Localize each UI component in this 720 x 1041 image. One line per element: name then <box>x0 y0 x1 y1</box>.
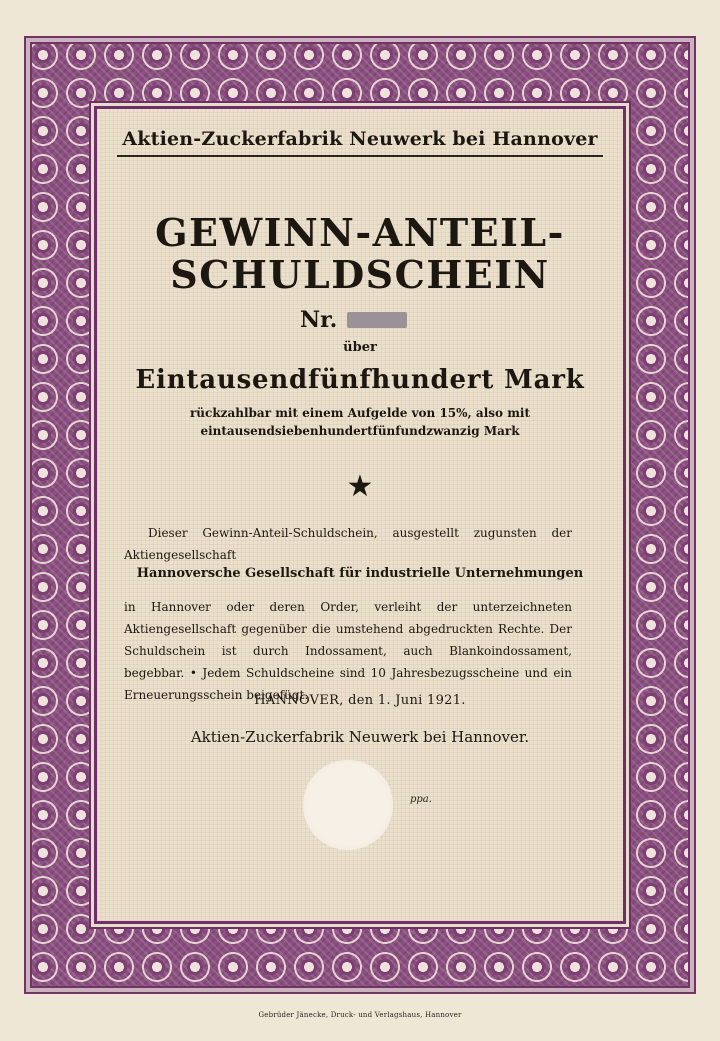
ppa-label: ppa. <box>410 794 432 805</box>
ueber-label: über <box>343 340 377 355</box>
title-line-1: GEWINN-ANTEIL- <box>155 210 565 255</box>
beneficiary-name: Hannoversche Gesellschaft für industrielle Unternehmungen <box>136 566 584 581</box>
printer-imprint: Gebrüder Jänecke, Druck- und Verlagshaus, Hannover <box>258 1011 462 1019</box>
paragraph-1: Dieser Gewinn-Anteil-Schuldschein, ausgestellt zugunsten der Aktiengesellschaft <box>124 526 572 562</box>
company-header: Aktien-Zuckerfabrik Neuwerk bei Hannover <box>122 128 598 150</box>
amount-text: Eintausendfünfhundert Mark <box>135 365 585 395</box>
star-icon: ★ <box>346 469 374 504</box>
number-label: Nr. <box>300 307 338 333</box>
place-date: HANNOVER, den 1. Juni 1921. <box>254 693 466 708</box>
repayment-line-2: eintausendsiebenhundertfünfundzwanzig Mark <box>200 424 520 438</box>
redacted-number <box>347 312 407 328</box>
company-signature-line: Aktien-Zuckerfabrik Neuwerk bei Hannover. <box>190 728 530 746</box>
title-line-2: SCHULDSCHEIN <box>170 252 550 297</box>
certificate-number <box>300 307 407 333</box>
seal-stamp <box>303 760 393 850</box>
repayment-line-1: rückzahlbar mit einem Aufgelde von 15%, also mit <box>189 406 530 420</box>
header-underline <box>117 155 603 157</box>
paragraph-2: in Hannover oder deren Order, verleiht der unterzeichneten Aktiengesellschaft gegenüber die umstehend abgedruckten Rechte. Der Schuldschein ist durch Indossament, auch Blankoindossament, begebbar. • Jedem Schuldscheine sind 10 Jahresbezugsscheine und ein Erneuerungsschein beigefügt. <box>124 600 572 702</box>
